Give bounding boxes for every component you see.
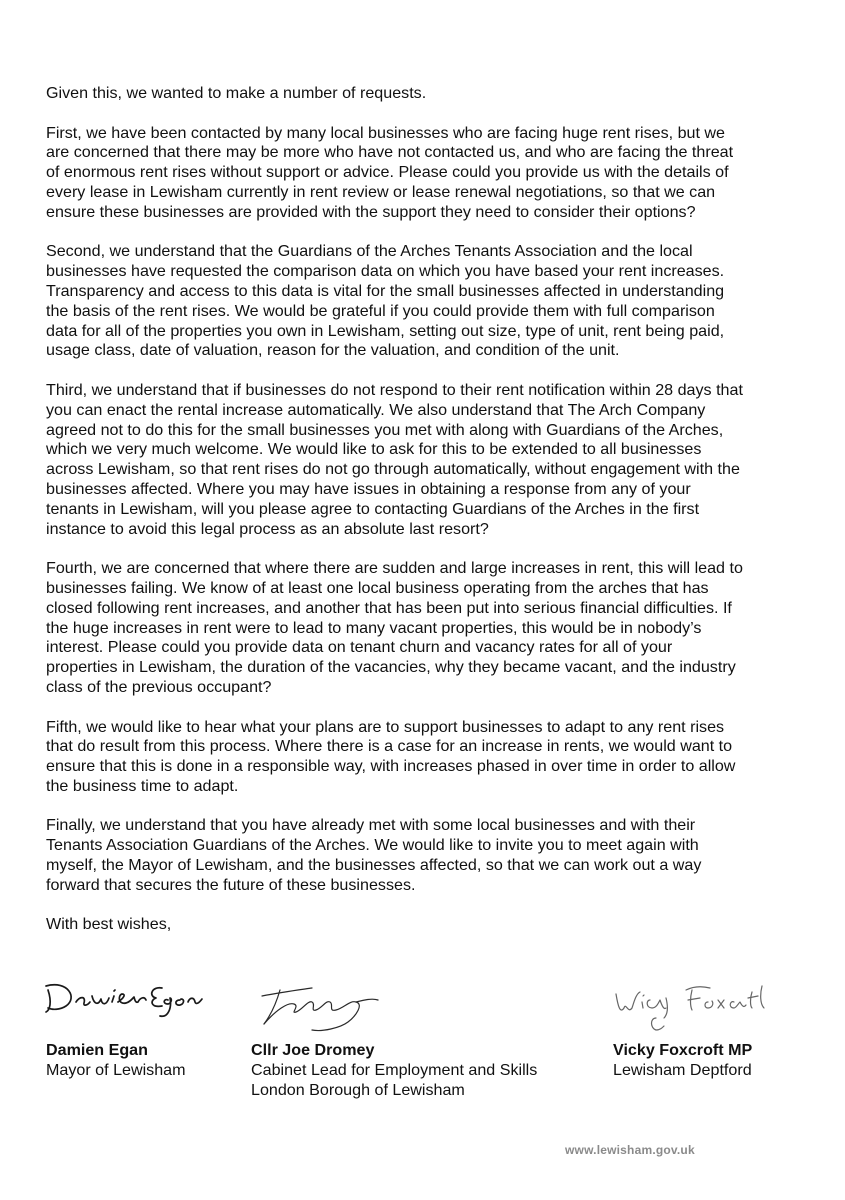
- closing-salutation: With best wishes,: [46, 915, 172, 934]
- paragraph-third-request: Third, we understand that if businesses do not respond to their rent notification within 28 days that you can enact the rental increase automatically. We also understand that The Arch Company agreed not to do this for the small businesses you met with along with Guardians of the Arches, which we very much welcome. We would like to ask for this to be extended to all businesses across Lewisham, so that rent rises do not go through automatically, without engagement with the businesses affected. Where you may have issues in obtaining a response from any of your tenants in Lewisham, will you please agree to contacting Guardians of the Arches in the first instance to avoid this legal process as an absolute last resort?: [46, 380, 743, 538]
- signatory-role: Cabinet Lead for Employment and Skills: [251, 1060, 538, 1079]
- paragraph-intro: Given this, we wanted to make a number of requests.: [46, 84, 427, 102]
- signatory-role: Lewisham Deptford: [613, 1060, 752, 1079]
- signatory-name: Cllr Joe Dromey: [251, 1041, 375, 1059]
- signature-vicky-foxcroft: [606, 974, 781, 1036]
- paragraph-first-request: First, we have been contacted by many local businesses who are facing huge rent rises, but we are concerned that there may be more who have not contacted us, and who are facing the threat of enormous rent rises without support or advice. Please could you provide us with the details of every lease in Lewisham currently in rent review or lease renewal negotiations, so that we can ensure these businesses are provided with the support they need to consider their options?: [46, 123, 734, 221]
- signatory-damien-egan: [46, 1041, 186, 1081]
- paragraph-second-request: Second, we understand that the Guardians of the Arches Tenants Association and the local businesses have requested the comparison data on which you have based your rent increases. Transparency and access to this data is vital for the small businesses affected in understanding the basis of the rent rises. We would be grateful if you could provide them with full comparison data for all of the properties you own in Lewisham, setting out size, type of unit, rent being paid, usage class, date of valuation, reason for the valuation, and condition of the unit.: [46, 242, 725, 360]
- signatory-name: Damien Egan: [46, 1041, 148, 1059]
- signatory-joe-dromey: [251, 1041, 537, 1100]
- signatory-organisation: London Borough of Lewisham: [251, 1080, 465, 1099]
- signatory-role: Mayor of Lewisham: [46, 1060, 186, 1079]
- signatory-vicky-foxcroft: [613, 1041, 752, 1081]
- signature-damien-egan: [40, 972, 210, 1022]
- letter-body: [46, 84, 816, 955]
- signatory-name: Vicky Foxcroft MP: [613, 1041, 753, 1059]
- signature-joe-dromey: [252, 980, 392, 1040]
- paragraph-fifth-request: Fifth, we would like to hear what your plans are to support businesses to adapt to any rent rises that do result from this process. Where there is a case for an increase in rents, we would want to ensure that this is done in a responsible way, with increases phased in over time in order to allow the business time to adapt.: [46, 717, 736, 795]
- paragraph-fourth-request: Fourth, we are concerned that where there are sudden and large increases in rent, this will lead to businesses failing. We know of at least one local business operating from the arches that has closed following rent increases, and another that has been put into serious financial difficulties. If the huge increases in rent were to lead to many vacant properties, this would be in nobody’s interest. Please could you provide data on tenant churn and vacancy rates for all of your properties in Lewisham, the duration of the vacancies, why they became vacant, and the industry class of the previous occupant?: [46, 559, 743, 696]
- footer-website-url: www.lewisham.gov.uk: [565, 1143, 695, 1157]
- paragraph-final-request: Finally, we understand that you have already met with some local businesses and with their Tenants Association Guardians of the Arches. We would like to invite you to meet again with myself, the Mayor of Lewisham, and the businesses affected, so that we can work out a way forward that secures the future of these businesses.: [46, 816, 702, 894]
